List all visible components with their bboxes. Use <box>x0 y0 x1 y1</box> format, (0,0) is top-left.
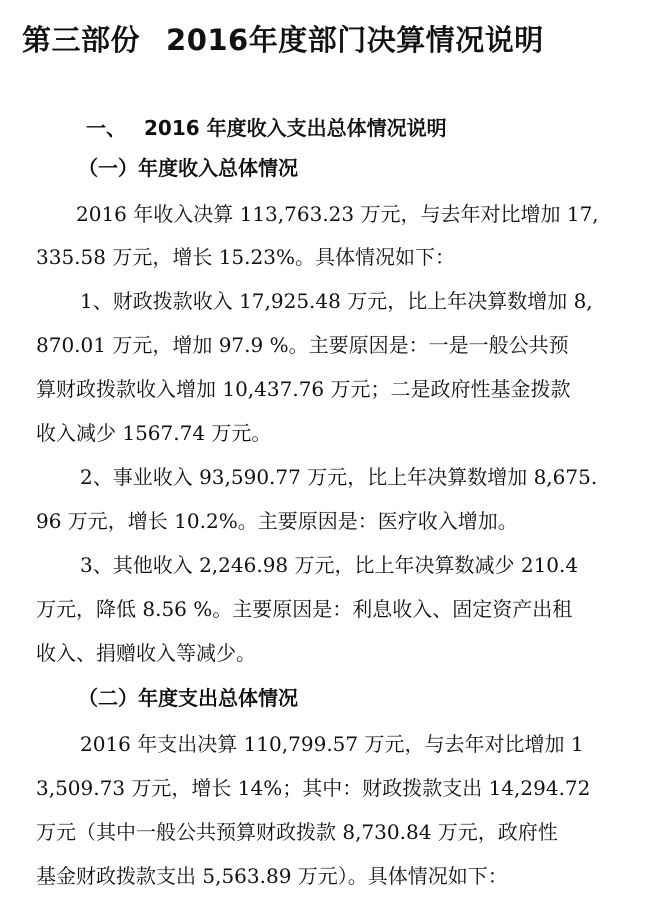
section-number: 一、 <box>86 116 126 140</box>
paragraph-line: 基金财政拨款支出 5,563.89 万元）。具体情况如下： <box>36 864 508 888</box>
paragraph-line: 96 万元，增长 10.2%。主要原因是：医疗收入增加。 <box>36 509 518 533</box>
paragraph-line: 2016 年支出决算 110,799.57 万元，与去年对比增加 1 <box>80 732 584 756</box>
paragraph-line: 万元（其中一般公共预算财政拨款 8,730.84 万元，政府性 <box>36 820 558 844</box>
title-part: 第三部份 <box>22 23 141 57</box>
section-heading <box>86 116 447 140</box>
paragraph-line: 2016 年收入决算 113,763.23 万元，与去年对比增加 17, <box>76 202 599 226</box>
paragraph-line: 2、事业收入 93,590.77 万元，比上年决算数增加 8,675. <box>80 465 598 489</box>
paragraph-line: 万元，降低 8.56 %。主要原因是：利息收入、固定资产出租 <box>36 597 573 621</box>
paragraph-line: 算财政拨款收入增加 10,437.76 万元；二是政府性基金拨款 <box>36 377 571 401</box>
paragraph-line: 870.01 万元，增加 97.9 %。主要原因是：一是一般公共预 <box>36 333 569 357</box>
title-main: 2016年度部门决算情况说明 <box>166 23 544 57</box>
subsection-heading-income: （一）年度收入总体情况 <box>78 156 298 180</box>
paragraph-line: 收入、捐赠收入等减少。 <box>36 641 256 665</box>
paragraph-line: 3,509.73 万元，增长 14%；其中：财政拨款支出 14,294.72 <box>36 776 591 800</box>
section-title: 2016 年度收入支出总体情况说明 <box>144 116 447 140</box>
paragraph-line: 3、其他收入 2,246.98 万元，比上年决算数减少 210.4 <box>80 553 579 577</box>
subsection-heading-expense: （二）年度支出总体情况 <box>78 686 298 710</box>
paragraph-line: 收入减少 1567.74 万元。 <box>36 421 272 445</box>
page-title <box>22 18 544 59</box>
paragraph-line: 1、财政拨款收入 17,925.48 万元，比上年决算数增加 8, <box>80 289 593 313</box>
paragraph-line: 335.58 万元，增长 15.23%。具体情况如下： <box>36 245 455 269</box>
